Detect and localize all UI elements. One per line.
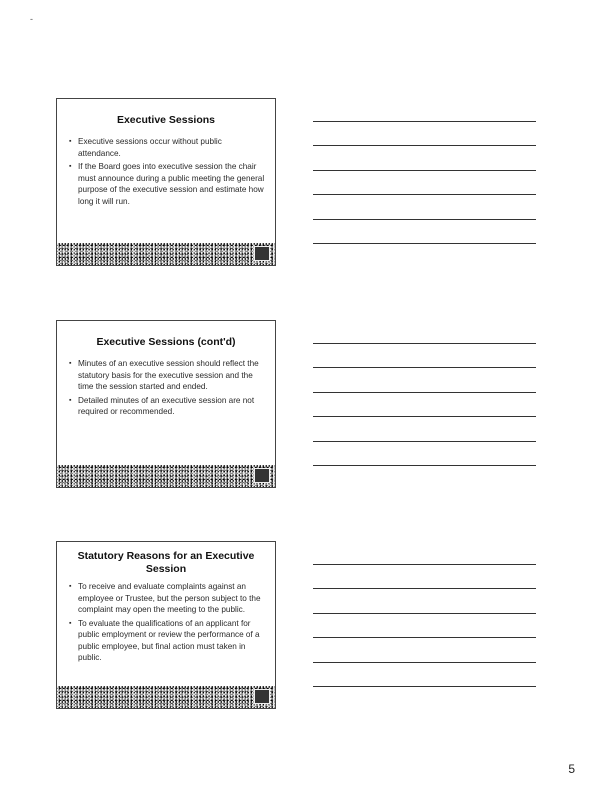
logo-icon — [254, 689, 270, 704]
note-line — [313, 194, 536, 195]
logo-icon — [254, 468, 270, 483]
slide-title: Executive Sessions (cont'd) — [96, 336, 236, 348]
notes-lines-2 — [313, 343, 536, 489]
note-line — [313, 243, 536, 244]
notes-lines-3 — [313, 564, 536, 710]
page-number: 5 — [568, 762, 575, 776]
note-line — [313, 145, 536, 146]
slide-3 — [56, 541, 276, 709]
note-line — [313, 613, 536, 614]
slide-2 — [56, 320, 276, 488]
slide-title: Executive Sessions — [116, 114, 216, 126]
note-line — [313, 465, 536, 466]
bullet-item: ▪ If the Board goes into executive session the chair must announce during a public meeting the general purpose of the executive session and estimate how long it will run. — [69, 161, 265, 207]
slide-footer-texture — [57, 465, 275, 487]
bullet-list — [57, 581, 275, 664]
note-line — [313, 686, 536, 687]
notes-lines-1 — [313, 121, 536, 267]
slide-footer-texture — [57, 686, 275, 708]
note-line — [313, 416, 536, 417]
note-line — [313, 170, 536, 171]
note-line — [313, 343, 536, 344]
bullet-item: ▪ Executive sessions occur without public attendance. — [69, 136, 265, 159]
bullet-item: ▪ To receive and evaluate complaints against an employee or Trustee, but the person subject to the complaint may open the meeting to the public. — [69, 581, 265, 616]
note-line — [313, 392, 536, 393]
note-line — [313, 662, 536, 663]
logo-icon — [254, 246, 270, 261]
note-line — [313, 121, 536, 122]
note-line — [313, 219, 536, 220]
corner-mark: - — [30, 14, 33, 24]
note-line — [313, 564, 536, 565]
bullet-list — [57, 358, 275, 418]
note-line — [313, 367, 536, 368]
bullet-list — [57, 136, 275, 207]
slide-footer-texture — [57, 243, 275, 265]
bullet-item: ▪ Detailed minutes of an executive session are not required or recommended. — [69, 395, 265, 418]
slide-title: Statutory Reasons for an Executive Session — [77, 550, 255, 575]
bullet-item: ▪ To evaluate the qualifications of an applicant for public employment or review the performance of a public employee, but final action must taken in public. — [69, 618, 265, 664]
note-line — [313, 637, 536, 638]
bullet-item: ▪ Minutes of an executive session should reflect the statutory basis for the executive session and the time the session started and ended. — [69, 358, 265, 393]
note-line — [313, 441, 536, 442]
slide-1 — [56, 98, 276, 266]
note-line — [313, 588, 536, 589]
